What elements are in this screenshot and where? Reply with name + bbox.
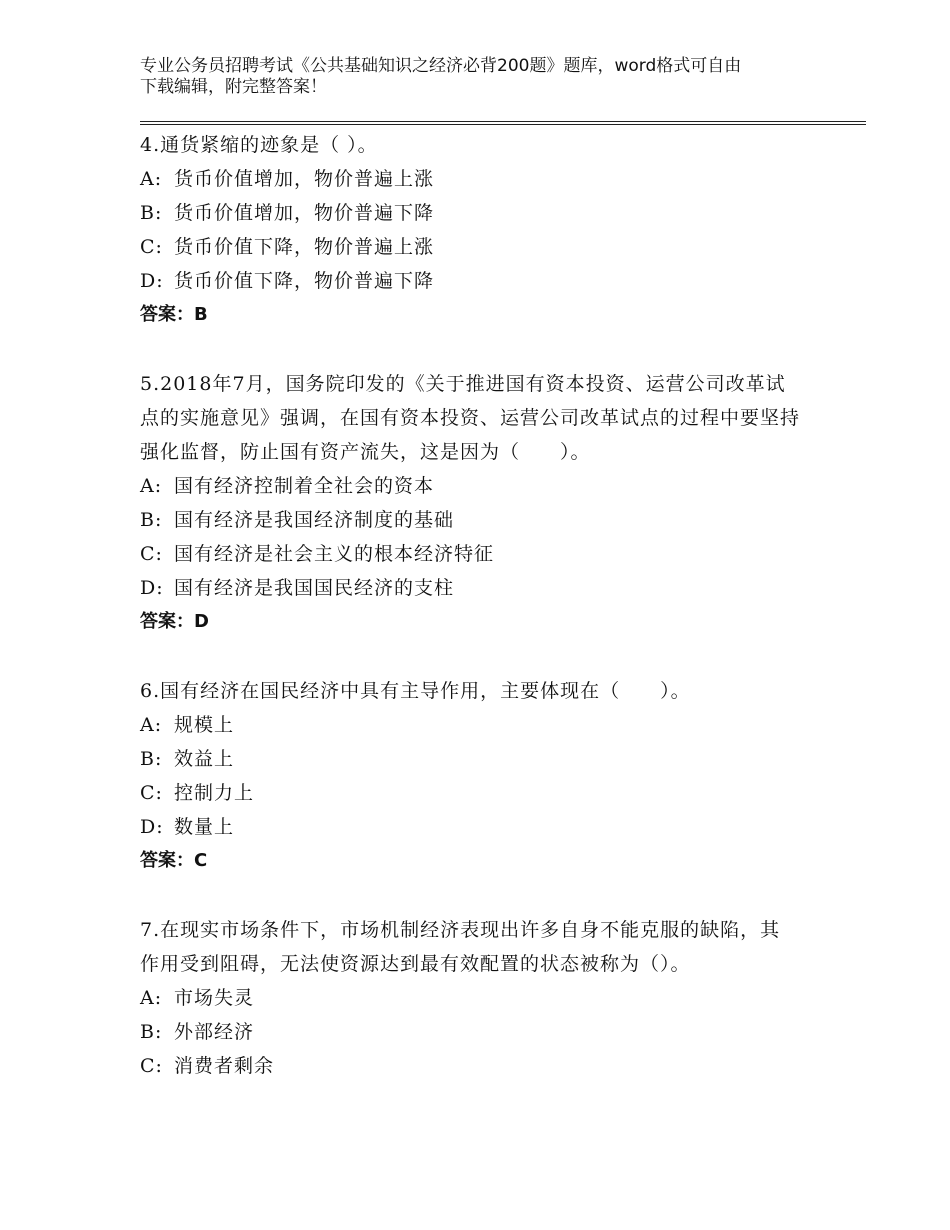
option-d (140, 571, 820, 605)
option-text: 货币价值增加，物价普遍上涨 (174, 168, 435, 190)
option-b (140, 196, 820, 230)
option-a (140, 162, 820, 196)
option-letter: C: (140, 543, 163, 565)
option-b (140, 1015, 820, 1049)
option-b (140, 742, 820, 776)
option-text: 货币价值下降，物价普遍上涨 (174, 236, 435, 258)
question-block (140, 674, 820, 878)
option-c (140, 230, 820, 264)
option-text: 货币价值下降，物价普遍下降 (174, 270, 435, 292)
option-letter: B: (140, 748, 163, 770)
option-a (140, 708, 820, 742)
option-c (140, 537, 820, 571)
question-list (140, 128, 820, 1083)
option-letter: D: (140, 816, 164, 838)
option-letter: B: (140, 509, 163, 531)
question-stem: 5.2018年7月，国务院印发的《关于推进国有资本投资、运营公司改革试点的实施意见》强调，在国有资本投资、运营公司改革试点的过程中要坚持强化监督，防止国有资产流失，这是因为（ ）。 (140, 373, 801, 463)
header-line-1: 专业公务员招聘考试《公共基础知识之经济必背200题》题库，word格式可自由 (140, 56, 742, 76)
option-text: 国有经济控制着全社会的资本 (174, 475, 435, 497)
option-text: 国有经济是我国国民经济的支柱 (174, 577, 455, 599)
option-text: 国有经济是我国经济制度的基础 (174, 509, 455, 531)
option-text: 控制力上 (174, 782, 255, 804)
option-text: 外部经济 (174, 1021, 255, 1043)
option-letter: B: (140, 202, 163, 224)
option-letter: A: (140, 987, 163, 1009)
question-block (140, 367, 820, 639)
header-line-2: 下载编辑，附完整答案！ (140, 77, 327, 97)
option-d (140, 264, 820, 298)
option-letter: C: (140, 782, 163, 804)
option-letter: C: (140, 236, 163, 258)
answer-label: 答案：D (140, 611, 209, 632)
question-stem: 7.在现实市场条件下，市场机制经济表现出许多自身不能克服的缺陷，其作用受到阻碍，无法使资源达到最有效配置的状态被称为（）。 (140, 919, 781, 975)
question-block (140, 128, 820, 332)
option-a (140, 469, 820, 503)
option-text: 国有经济是社会主义的根本经济特征 (174, 543, 495, 565)
question-block (140, 913, 820, 1083)
option-text: 市场失灵 (174, 987, 255, 1009)
option-text: 货币价值增加，物价普遍下降 (174, 202, 435, 224)
option-text: 规模上 (174, 714, 235, 736)
answer-label: 答案：B (140, 304, 208, 325)
header-divider-top (140, 121, 866, 122)
option-text: 消费者剩余 (174, 1055, 275, 1077)
question-stem: 6.国有经济在国民经济中具有主导作用，主要体现在（ ）。 (140, 680, 691, 702)
option-letter: C: (140, 1055, 163, 1077)
option-letter: B: (140, 1021, 163, 1043)
question-stem: 4.通货紧缩的迹象是（ ）。 (140, 134, 378, 156)
option-text: 数量上 (174, 816, 235, 838)
option-d (140, 810, 820, 844)
option-letter: A: (140, 714, 163, 736)
document-header (140, 56, 820, 98)
option-b (140, 503, 820, 537)
header-divider-bottom (140, 124, 866, 125)
option-letter: A: (140, 475, 163, 497)
option-letter: D: (140, 577, 164, 599)
option-c (140, 776, 820, 810)
option-c (140, 1049, 820, 1083)
option-a (140, 981, 820, 1015)
answer-label: 答案：C (140, 850, 208, 871)
option-text: 效益上 (174, 748, 235, 770)
option-letter: D: (140, 270, 164, 292)
option-letter: A: (140, 168, 163, 190)
